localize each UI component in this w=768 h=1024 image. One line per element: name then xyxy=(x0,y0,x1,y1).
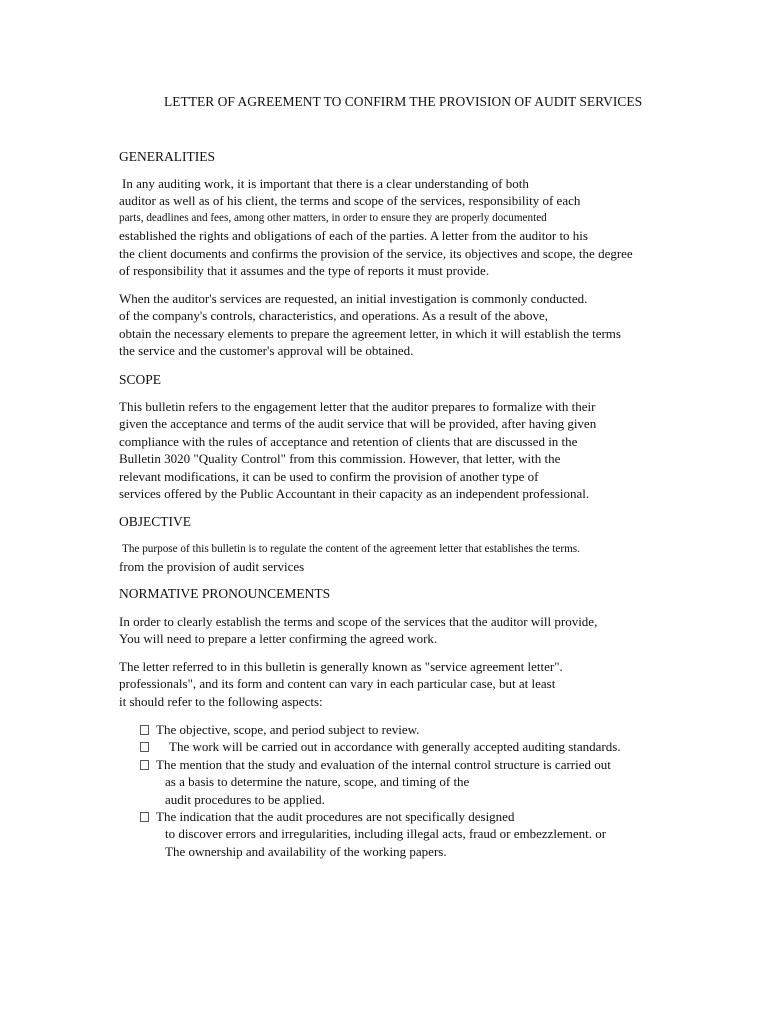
heading-normative-pronouncements: NORMATIVE PRONOUNCEMENTS xyxy=(119,586,331,601)
list-item-text: The ownership and availability of the working papers. xyxy=(165,843,447,859)
text-line: compliance with the rules of acceptance and retention of clients that are discussed in the xyxy=(119,433,578,449)
list-item-text: as a basis to determine the nature, scope, and timing of the xyxy=(165,774,470,790)
checkbox-glyph-icon xyxy=(140,760,149,770)
list-item-text: audit procedures to be applied. xyxy=(165,791,325,807)
text-line: parts, deadlines and fees, among other matters, in order to ensure they are properly documented xyxy=(119,211,547,224)
list-item xyxy=(140,738,740,755)
list-item xyxy=(140,756,740,808)
normative-paragraph-2 xyxy=(119,658,719,710)
text-line: This bulletin refers to the engagement letter that the auditor prepares to formalize with their xyxy=(119,399,596,414)
heading-scope: SCOPE xyxy=(119,372,162,387)
heading-generalities: GENERALITIES xyxy=(119,149,215,164)
text-line: given the acceptance and terms of the audit service that will be provided, after having given xyxy=(119,416,597,432)
objective-paragraph-1 xyxy=(119,541,719,576)
text-line: When the auditor's services are requested, an initial investigation is commonly conducted. xyxy=(119,291,588,306)
text-line: The letter referred to in this bulletin is generally known as "service agreement letter". xyxy=(119,659,563,674)
document-title: LETTER OF AGREEMENT TO CONFIRM THE PROVISION OF AUDIT SERVICES xyxy=(164,94,643,109)
text-line: established the rights and obligations of each of the parties. A letter from the auditor to his xyxy=(119,228,588,244)
list-item xyxy=(140,808,740,860)
checkbox-glyph-icon xyxy=(140,812,149,822)
list-item-text: The work will be carried out in accordance with generally accepted auditing standards. xyxy=(169,739,621,755)
text-line: Bulletin 3020 "Quality Control" from this commission. However, that letter, with the xyxy=(119,451,561,467)
text-line: the service and the customer's approval will be obtained. xyxy=(119,343,414,359)
text-line: services offered by the Public Accountant in their capacity as an independent professional. xyxy=(119,485,590,501)
text-line: from the provision of audit services xyxy=(119,559,305,575)
heading-objective: OBJECTIVE xyxy=(119,514,191,529)
text-line: In order to clearly establish the terms and scope of the services that the auditor will provide, xyxy=(119,614,598,629)
text-line: The purpose of this bulletin is to regulate the content of the agreement letter that establishes the terms. xyxy=(122,543,580,555)
generalities-paragraph-2 xyxy=(119,290,719,360)
text-line: it should refer to the following aspects: xyxy=(119,693,323,709)
text-line: obtain the necessary elements to prepare the agreement letter, in which it will establish the terms xyxy=(119,325,621,341)
text-line: relevant modifications, it can be used to confirm the provision of another type of xyxy=(119,468,539,484)
list-item-text: The mention that the study and evaluation of the internal control structure is carried out xyxy=(156,756,611,772)
text-line: of the company's controls, characteristics, and operations. As a result of the above, xyxy=(119,308,549,324)
text-line: auditor as well as of his client, the terms and scope of the services, responsibility of each xyxy=(119,193,581,209)
checkbox-glyph-icon xyxy=(140,742,149,752)
text-line: You will need to prepare a letter confirming the agreed work. xyxy=(119,631,438,647)
aspects-bullet-list xyxy=(140,721,740,860)
list-item-text: The indication that the audit procedures are not specifically designed xyxy=(156,808,515,824)
text-line: the client documents and confirms the provision of the service, its objectives and scope, the degree xyxy=(119,245,633,261)
text-line: of responsibility that it assumes and the type of reports it must provide. xyxy=(119,262,490,278)
list-item-text: The objective, scope, and period subject to review. xyxy=(156,722,420,737)
list-item xyxy=(140,721,740,738)
checkbox-glyph-icon xyxy=(140,725,149,735)
scope-paragraph-1 xyxy=(119,398,719,502)
list-item-text: to discover errors and irregularities, including illegal acts, fraud or embezzlement. or xyxy=(165,826,607,842)
text-line: professionals", and its form and content can vary in each particular case, but at least xyxy=(119,676,556,692)
text-line: In any auditing work, it is important that there is a clear understanding of both xyxy=(122,176,529,191)
generalities-paragraph-1 xyxy=(119,175,719,279)
normative-paragraph-1 xyxy=(119,613,719,648)
